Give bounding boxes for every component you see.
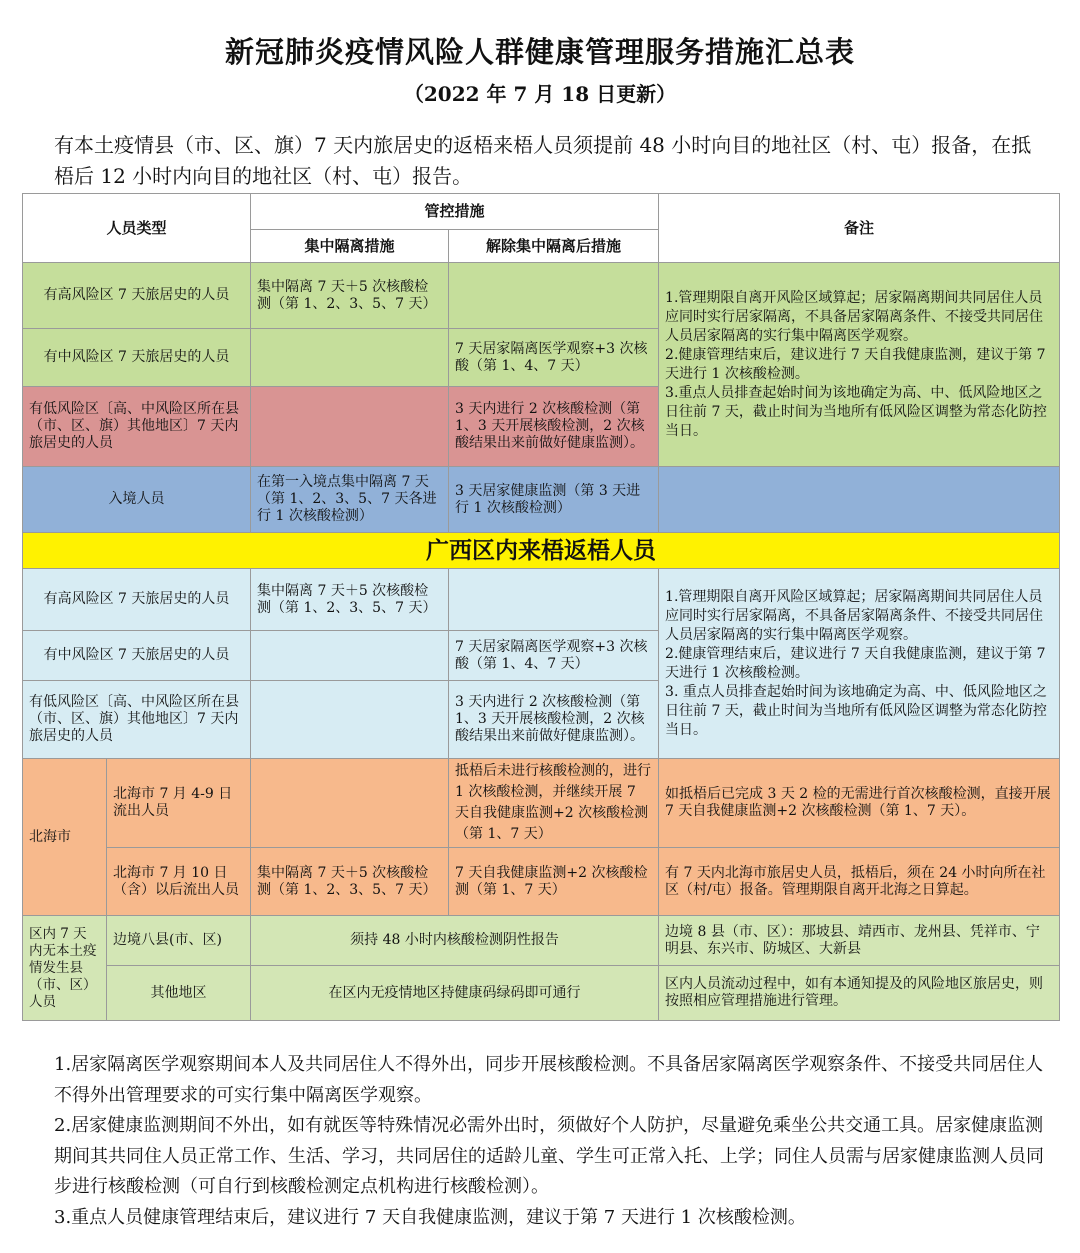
- person-type-cell: 有低风险区〔高、中风险区所在县（市、区、旗）其他地区〕7 天内旅居史的人员: [23, 681, 251, 759]
- after-release-cell: 抵梧后未进行核酸检测的，进行 1 次核酸检测，并继续开展 7 天自我健康监测+2 次核酸检测（第 1、7 天）: [449, 759, 659, 848]
- measure-cell: 须持 48 小时内核酸检测阴性报告: [251, 916, 659, 966]
- after-release-cell: 7 天居家隔离医学观察+3 次核酸（第 1、4、7 天）: [449, 631, 659, 681]
- no-epidemic-row: [23, 966, 1060, 1021]
- after-release-cell: 7 天居家隔离医学观察+3 次核酸（第 1、4、7 天）: [449, 329, 659, 387]
- beihai-row: [23, 759, 1060, 848]
- centralized-cell: 集中隔离 7 天＋5 次核酸检测（第 1、2、3、5、7 天）: [251, 848, 449, 916]
- remarks-cell: 1.管理期限自离开风险区域算起；居家隔离期间共同居住人员应同时实行居家隔离，不具备居家隔离条件、不接受共同居住人员居家隔离的实行集中隔离医学观察。 2.健康管理结束后，建议进行 7 天自我健康监测，建议于第 7 天进行 1 次核酸检测。 3. 重点人员排查起始时间为该地确定为高、中、低风险地区之日往前 7 天，截止时间为当地所有低风险区调整为常态化防控当日。: [659, 569, 1060, 759]
- after-release-cell: 7 天自我健康监测+2 次核酸检测（第 1、7 天）: [449, 848, 659, 916]
- header-after-release: 解除集中隔离后措施: [449, 230, 659, 263]
- footnote: 1.居家隔离医学观察期间本人及共同居住人不得外出，同步开展核酸检测。不具备居家隔离医学观察条件、不接受共同居住人不得外出管理要求的可实行集中隔离医学观察。: [54, 1054, 1044, 1106]
- sub-type-cell: 北海市 7 月 4-9 日流出人员: [107, 759, 251, 848]
- remarks-cell: 边境 8 县（市、区）：那坡县、靖西市、龙州县、凭祥市、宁明县、东兴市、防城区、大新县: [659, 916, 1060, 966]
- beihai-label: 北海市: [23, 759, 107, 916]
- header-row: [23, 194, 1060, 230]
- measures-table: [22, 193, 1060, 1021]
- guangxi-section-title: 广西区内来梧返梧人员: [23, 533, 1060, 569]
- centralized-cell: [251, 631, 449, 681]
- person-type-cell: 有高风险区 7 天旅居史的人员: [23, 263, 251, 329]
- table-row: [23, 569, 1060, 631]
- centralized-cell: 集中隔离 7 天＋5 次核酸检测（第 1、2、3、5、7 天）: [251, 263, 449, 329]
- sub-type-cell: 边境八县(市、区): [107, 916, 251, 966]
- no-epidemic-row: [23, 916, 1060, 966]
- update-date: （2022 年 7 月 18 日更新）: [403, 82, 677, 106]
- sub-type-cell: 北海市 7 月 10 日（含）以后流出人员: [107, 848, 251, 916]
- person-type-cell: 有高风险区 7 天旅居史的人员: [23, 569, 251, 631]
- centralized-cell: [251, 387, 449, 467]
- measure-cell: 在区内无疫情地区持健康码绿码即可通行: [251, 966, 659, 1021]
- page-title: 新冠肺炎疫情风险人群健康管理服务措施汇总表: [224, 35, 855, 69]
- remarks-cell: 如抵梧后已完成 3 天 2 检的无需进行首次核酸检测，直接开展 7 天自我健康监测+2 次核酸检测（第 1、7 天）。: [659, 759, 1060, 848]
- footnote: 3.重点人员健康管理结束后，建议进行 7 天自我健康监测，建议于第 7 天进行 1 次核酸检测。: [54, 1206, 806, 1228]
- after-release-cell: 3 天内进行 2 次核酸检测（第 1、3 天开展核酸检测，2 次核酸结果出来前做好健康监测）。: [449, 387, 659, 467]
- centralized-cell: [251, 759, 449, 848]
- table-row: [23, 263, 1060, 329]
- person-type-cell: 有中风险区 7 天旅居史的人员: [23, 631, 251, 681]
- remarks-cell: 有 7 天内北海市旅居史人员，抵梧后，须在 24 小时向所在社区（村/屯）报备。管理期限自离开北海之日算起。: [659, 848, 1060, 916]
- no-epidemic-label: 区内 7 天内无本土疫情发生县（市、区）人员: [23, 916, 107, 1021]
- beihai-row: [23, 848, 1060, 916]
- centralized-cell: 集中隔离 7 天＋5 次核酸检测（第 1、2、3、5、7 天）: [251, 569, 449, 631]
- section-banner-row: [23, 533, 1060, 569]
- entry-row: [23, 467, 1060, 533]
- person-type-cell: 入境人员: [23, 467, 251, 533]
- remarks-cell: 1.管理期限自离开风险区域算起；居家隔离期间共同居住人员应同时实行居家隔离，不具备居家隔离条件、不接受共同居住人员居家隔离的实行集中隔离医学观察。 2.健康管理结束后，建议进行 7 天自我健康监测，建议于第 7 天进行 1 次核酸检测。 3.重点人员排查起始时间为该地确定为高、中、低风险地区之日往前 7 天，截止时间为当地所有低风险区调整为常态化防控当日。: [659, 263, 1060, 467]
- header-remarks: 备注: [659, 194, 1060, 263]
- footnotes: [54, 1050, 1044, 1233]
- after-release-cell: 3 天居家健康监测（第 3 天进行 1 次核酸检测）: [449, 467, 659, 533]
- centralized-cell: 在第一入境点集中隔离 7 天（第 1、2、3、5、7 天各进行 1 次核酸检测）: [251, 467, 449, 533]
- after-release-cell: [449, 569, 659, 631]
- header-control-measures: 管控措施: [251, 194, 659, 230]
- header-centralized: 集中隔离措施: [251, 230, 449, 263]
- sub-type-cell: 其他地区: [107, 966, 251, 1021]
- remarks-cell: 区内人员流动过程中，如有本通知提及的风险地区旅居史，则按照相应管理措施进行管理。: [659, 966, 1060, 1021]
- centralized-cell: [251, 681, 449, 759]
- remarks-cell: [659, 467, 1060, 533]
- centralized-cell: [251, 329, 449, 387]
- intro-paragraph: 有本土疫情县（市、区、旗）7 天内旅居史的返梧来梧人员须提前 48 小时向目的地社区（村、屯）报备，在抵梧后 12 小时内向目的地社区（村、屯）报告。: [54, 133, 1032, 188]
- person-type-cell: 有中风险区 7 天旅居史的人员: [23, 329, 251, 387]
- person-type-cell: 有低风险区〔高、中风险区所在县（市、区、旗）其他地区〕7 天内旅居史的人员: [23, 387, 251, 467]
- header-person-type: 人员类型: [23, 194, 251, 263]
- footnote: 2.居家健康监测期间不外出，如有就医等特殊情况必需外出时，须做好个人防护，尽量避免乘坐公共交通工具。居家健康监测期间其共同住人员正常工作、生活、学习，共同居住的适龄儿童、学生可正常入托、上学；同住人员需与居家健康监测人员同步进行核酸检测（可自行到核酸检测定点机构进行核酸检测）。: [54, 1115, 1044, 1197]
- after-release-cell: [449, 263, 659, 329]
- after-release-cell: 3 天内进行 2 次核酸检测（第 1、3 天开展核酸检测，2 次核酸结果出来前做好健康监测）。: [449, 681, 659, 759]
